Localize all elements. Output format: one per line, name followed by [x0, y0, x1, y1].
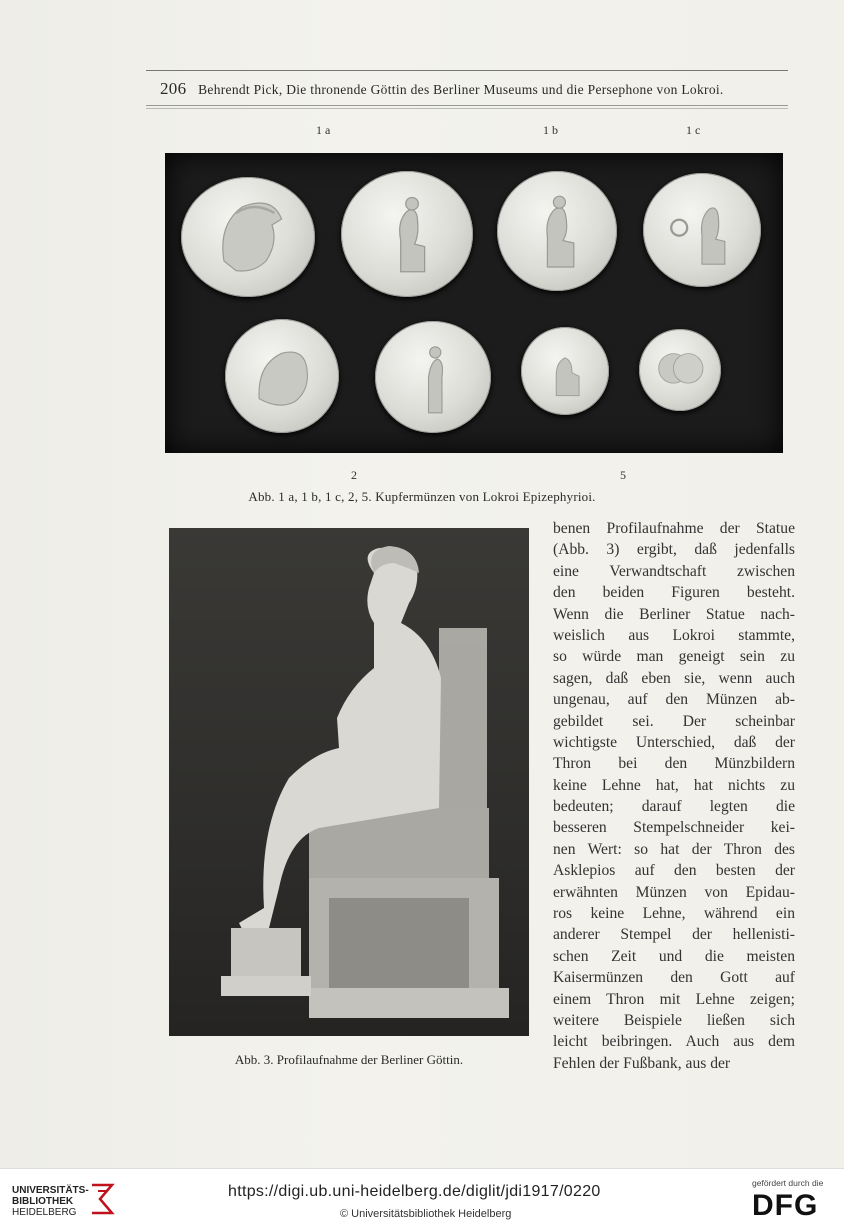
coin-1a-obverse — [181, 177, 315, 297]
running-head — [160, 79, 770, 101]
page-number: 206 — [160, 79, 187, 98]
permalink-url[interactable]: https://digi.ub.uni-heidelberg.de/diglit/jdi1917/0220 — [228, 1183, 601, 1200]
body-line: Fehlen der Fußbank, aus der — [553, 1054, 731, 1072]
statue-silhouette — [169, 528, 529, 1036]
body-text-column — [553, 518, 795, 1074]
body-line: leicht beibringen. Auch aus dem — [553, 1033, 795, 1051]
body-line: so würde man geneigt sein zu — [553, 648, 795, 666]
body-line: benen Profilaufnahme der Statue — [553, 520, 795, 537]
copyright-notice: © Universitätsbibliothek Heidelberg — [340, 1208, 512, 1220]
body-line: Thron bei den Münzbildern — [553, 755, 795, 773]
body-line: weislich aus Lokroi stammte, — [553, 626, 795, 644]
body-line: (Abb. 3) ergibt, daß jedenfalls — [553, 541, 795, 559]
body-line: Wenn die Berliner Statue nach- — [553, 605, 795, 623]
viewer-footer — [0, 1168, 844, 1229]
funding-label: gefördert durch die — [752, 1178, 824, 1188]
body-line: nen Wert: so hat der Thron des — [553, 840, 795, 858]
fig-label-1b: 1 b — [543, 123, 558, 137]
body-line: keine Lehne hat, hat nichts zu — [553, 776, 795, 794]
running-title: Behrendt Pick, Die thronende Göttin des Berliner Museums und die Persephone von Lokroi. — [198, 82, 724, 97]
coin-5-reverse — [521, 327, 609, 415]
coin-2-reverse — [375, 321, 491, 433]
fig-label-1c: 1 c — [686, 123, 701, 137]
library-logo-icon — [86, 1181, 118, 1217]
body-line: anderer Stempel der hellenisti- — [553, 926, 795, 944]
header-rule-bottom — [146, 105, 788, 106]
library-name-line3: HEIDELBERG — [12, 1207, 77, 1218]
header-rule-bottom-thin — [146, 108, 788, 109]
body-line: besseren Stempelschneider kei- — [553, 819, 795, 837]
body-line: ungenau, auf den Münzen ab- — [553, 691, 795, 709]
statue-photo — [169, 528, 529, 1036]
coin-1c — [643, 173, 761, 287]
dfg-logo: DFG — [752, 1189, 819, 1222]
body-line: bedeuten; darauf legten die — [553, 798, 795, 816]
body-line: schen Zeit und die meisten — [553, 947, 795, 965]
coin-1b — [497, 171, 617, 291]
figure-caption-coins: Abb. 1 a, 1 b, 1 c, 2, 5. Kupfermünzen von Lokroi Epizephyrioi. — [248, 489, 596, 504]
coin-2-obverse — [225, 319, 339, 433]
library-name-line2: BIBLIOTHEK — [12, 1196, 74, 1207]
fig-label-1a: 1 a — [316, 123, 331, 137]
body-line: Asklepios auf den besten der — [553, 862, 795, 880]
coin-plate-image — [165, 153, 783, 453]
library-logo-text — [12, 1185, 89, 1218]
body-line: einem Thron mit Lehne zeigen; — [553, 990, 795, 1008]
body-line: weitere Beispiele ließen sich — [553, 1011, 795, 1029]
body-line: sagen, daß eben sie, wenn auch — [553, 669, 795, 687]
body-line: Kaisermünzen den Gott auf — [553, 969, 795, 987]
fig-label-2: 2 — [351, 468, 357, 482]
figure-caption-statue: Abb. 3. Profilaufnahme der Berliner Göttin. — [234, 1052, 464, 1067]
coin-1a-reverse — [341, 171, 473, 297]
header-rule-top — [146, 70, 788, 71]
fig-label-5: 5 — [620, 468, 626, 482]
body-line: gebildet sei. Der scheinbar — [553, 712, 795, 730]
body-line: den beiden Figuren besteht. — [553, 584, 795, 602]
body-line: ros keine Lehne, während ein — [553, 905, 795, 923]
coin-5-obverse — [639, 329, 721, 411]
body-line: eine Verwandtschaft zwischen — [553, 562, 795, 580]
body-line: erwähnten Münzen von Epidau- — [553, 883, 795, 901]
body-line: wichtigste Unterschied, daß der — [553, 733, 795, 751]
library-name-line1: UNIVERSITÄTS- — [12, 1185, 89, 1196]
